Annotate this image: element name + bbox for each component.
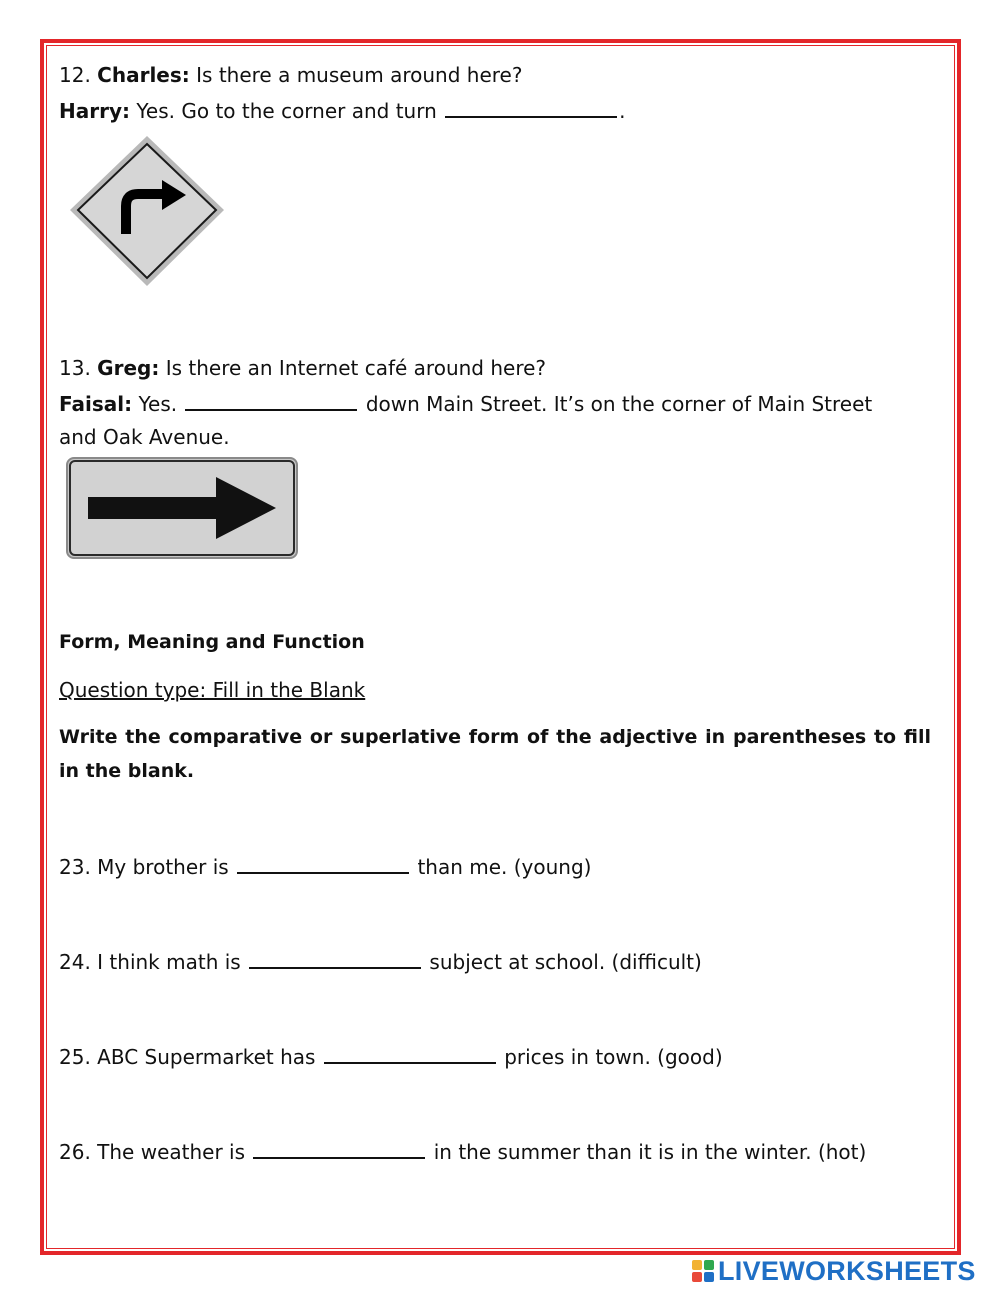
item-23-before: 23. My brother is xyxy=(59,855,229,879)
liveworksheets-logo xyxy=(692,1256,976,1286)
q13-text2a: Yes. xyxy=(138,392,178,416)
item-23-after: than me. (young) xyxy=(417,855,592,879)
q12-text2a: Yes. Go to the corner and turn xyxy=(136,99,437,123)
q13-speaker1: Greg: xyxy=(97,356,160,380)
item-26-before: 26. The weather is xyxy=(59,1140,246,1164)
q13-text2b: down Main Street. It’s on the corner of Main Street xyxy=(365,392,873,416)
q13-number: 13. xyxy=(59,356,91,380)
logo-squares-icon xyxy=(692,1260,714,1282)
q13-answer-blank[interactable] xyxy=(185,391,357,411)
item-23-blank[interactable] xyxy=(237,854,409,874)
q13-line3 xyxy=(59,425,230,449)
q12-line1 xyxy=(59,63,522,87)
item-24 xyxy=(59,949,702,974)
item-24-after: subject at school. (difficult) xyxy=(429,950,702,974)
q12-text2b: . xyxy=(619,99,626,123)
q13-speaker2: Faisal: xyxy=(59,392,133,416)
item-24-before: 24. I think math is xyxy=(59,950,241,974)
logo-text: LIVEWORKSHEETS xyxy=(718,1255,976,1286)
instruction: Write the comparative or superlative form of the adjective in parentheses to fill in the blank. xyxy=(59,726,931,782)
straight-arrow-sign-icon xyxy=(66,457,298,559)
q12-line2 xyxy=(59,98,626,123)
item-24-blank[interactable] xyxy=(249,949,421,969)
q12-answer-blank[interactable] xyxy=(445,98,617,118)
section-heading: Form, Meaning and Function xyxy=(59,631,365,653)
q12-speaker2: Harry: xyxy=(59,99,130,123)
q13-line1 xyxy=(59,356,546,380)
item-25-after: prices in town. (good) xyxy=(504,1045,723,1069)
question-type: Question type: Fill in the Blank xyxy=(59,678,366,702)
q13-line2 xyxy=(59,391,872,416)
item-26 xyxy=(59,1139,866,1164)
q13-text1: Is there an Internet café around here? xyxy=(165,356,547,380)
item-26-blank[interactable] xyxy=(253,1139,425,1159)
q12-text1: Is there a museum around here? xyxy=(196,63,523,87)
q12-speaker1: Charles: xyxy=(97,63,190,87)
right-turn-sign-icon xyxy=(68,134,226,290)
item-25 xyxy=(59,1044,723,1069)
q12-number: 12. xyxy=(59,63,91,87)
item-26-after: in the summer than it is in the winter. (hot) xyxy=(433,1140,867,1164)
item-23 xyxy=(59,854,591,879)
item-25-blank[interactable] xyxy=(324,1044,496,1064)
q13-text3: and Oak Avenue. xyxy=(59,425,230,449)
item-25-before: 25. ABC Supermarket has xyxy=(59,1045,316,1069)
